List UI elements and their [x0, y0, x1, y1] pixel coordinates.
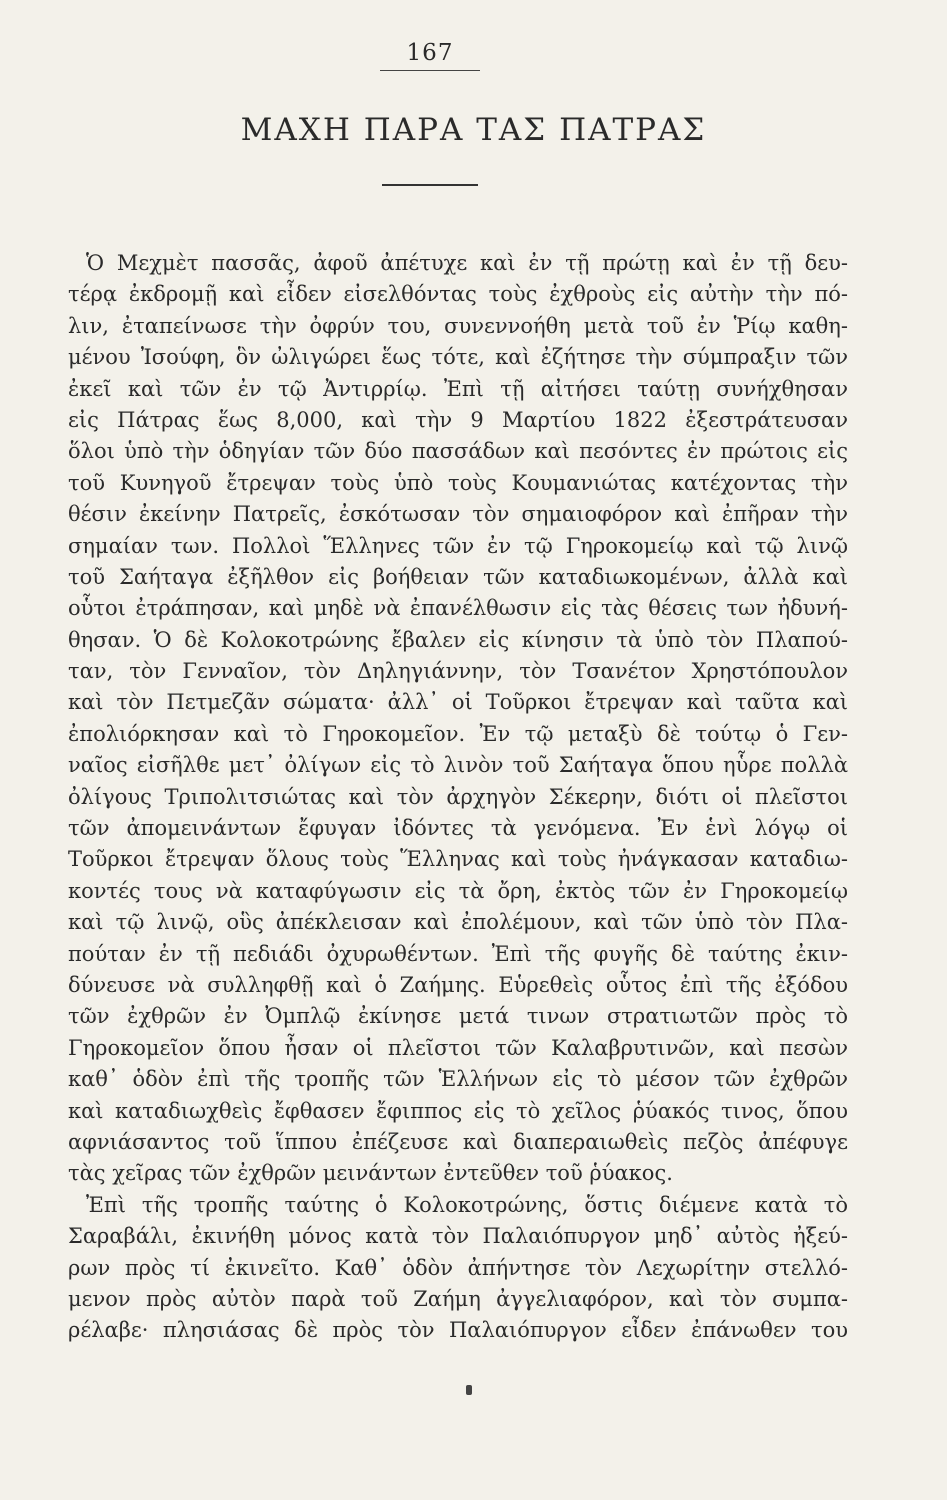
text-line: καὶ καταδιωχθεὶς ἔφθασεν ἔφιππος εἰς τὸ χεῖλος ῥύακός τινος, ὅπου	[68, 1098, 848, 1123]
text-line: δύνευσε νὰ συλληφθῇ καὶ ὁ Ζαήμης. Εὑρεθεὶς οὗτος ἐπὶ τῆς ἐξόδου	[68, 972, 848, 997]
text-line: τῶν ἀπομεινάντων ἔφυγαν ἰδόντες τὰ γενόμενα. Ἐν ἑνὶ λόγῳ οἱ	[68, 816, 848, 841]
text-line: ταν, τὸν Γενναῖον, τὸν Δηληγιάννην, τὸν Τσανέτον Χρηστόπουλον	[68, 659, 848, 684]
text-line: ὀλίγους Τριπολιτσιώτας καὶ τὸν ἀρχηγὸν Σέκερην, διότι οἱ πλεῖστοι	[68, 784, 848, 809]
text-line: μενον πρὸς αὐτὸν παρὰ τοῦ Ζαήμη ἀγγελιαφόρον, καὶ τὸν συμπα-	[68, 1286, 848, 1311]
text-line: καὶ τὸν Πετμεζᾶν σώματα· ἀλλ᾽ οἱ Τοῦρκοι ἔτρεψαν καὶ ταῦτα καὶ	[68, 690, 848, 715]
text-line: Σαραβάλι, ἐκινήθη μόνος κατὰ τὸν Παλαιόπυργον μηδ᾽ αὐτὸς ἠξεύ-	[68, 1224, 848, 1249]
text-line: πούταν ἐν τῇ πεδιάδι ὀχυρωθέντων. Ἐπὶ τῆς φυγῆς δὲ ταύτης ἐκιν-	[68, 941, 848, 966]
text-line: θησαν. Ὁ δὲ Κολοκοτρώνης ἔβαλεν εἰς κίνησιν τὰ ὑπὸ τὸν Πλαπού-	[68, 627, 848, 652]
text-line: ναῖος εἰσῆλθε μετ᾽ ὀλίγων εἰς τὸ λινὸν τοῦ Σαήταγα ὅπου ηὗρε πολλὰ	[68, 753, 848, 778]
text-line: τοῦ Σαήταγα ἐξῆλθον εἰς βοήθειαν τῶν καταδιωκομένων, ἀλλὰ καὶ	[68, 564, 848, 589]
printer-mark	[466, 1385, 472, 1395]
text-line: τῶν ἐχθρῶν ἐν Ὀμπλῷ ἐκίνησε μετά τινων στρατιωτῶν πρὸς τὸ	[68, 1004, 848, 1029]
page-number: 167	[406, 40, 454, 66]
text-line: αφνιάσαντος τοῦ ἵππου ἐπέζευσε καὶ διαπεραιωθεὶς πεζὸς ἀπέφυγε	[68, 1129, 848, 1154]
text-line: κοντές τους νὰ καταφύγωσιν εἰς τὰ ὄρη, ἐκτὸς τῶν ἐν Γηροκομείῳ	[68, 878, 848, 903]
text-line: τοῦ Κυνηγοῦ ἔτρεψαν τοὺς ὑπὸ τοὺς Κουμανιώτας κατέχοντας τὴν	[68, 470, 848, 495]
text-line: ἐπολιόρκησαν καὶ τὸ Γηροκομεῖον. Ἐν τῷ μεταξὺ δὲ τούτῳ ὁ Γεν-	[68, 721, 848, 746]
text-line: τέρᾳ ἐκδρομῇ καὶ εἶδεν εἰσελθόντας τοὺς ἐχθροὺς εἰς αὐτὴν τὴν πό-	[68, 282, 848, 307]
text-line: καθ᾽ ὁδὸν ἐπὶ τῆς τροπῆς τῶν Ἑλλήνων εἰς τὸ μέσον τῶν ἐχθρῶν	[68, 1067, 848, 1092]
text-line: εἰς Πάτρας ἕως 8,000, καὶ τὴν 9 Μαρτίου 1822 ἐξεστράτευσαν	[68, 407, 848, 432]
text-line: ρων πρὸς τί ἐκινεῖτο. Καθ᾽ ὁδὸν ἀπήντησε τὸν Λεχωρίτην στελλό-	[68, 1255, 848, 1280]
text-line: ρέλαβε· πλησιάσας δὲ πρὸς τὸν Παλαιόπυργον εἶδεν ἐπάνωθεν του	[68, 1318, 848, 1343]
text-line: σημαίαν των. Πολλοὶ Ἕλληνες τῶν ἐν τῷ Γηροκομείῳ καὶ τῷ λινῷ	[68, 533, 848, 558]
text-line: τὰς χεῖρας τῶν ἐχθρῶν μεινάντων ἐντεῦθεν τοῦ ῥύακος.	[68, 1161, 673, 1186]
body-text	[68, 248, 848, 1347]
text-line: Τοῦρκοι ἔτρεψαν ὅλους τοὺς Ἕλληνας καὶ τοὺς ἠνάγκασαν καταδιω-	[68, 847, 848, 872]
chapter-title: ΜΑΧΗ ΠΑΡΑ ΤΑΣ ΠΑΤΡΑΣ	[240, 112, 707, 148]
text-line: μένου Ἰσούφη, ὃν ὠλιγώρει ἕως τότε, καὶ ἐζήτησε τὴν σύμπραξιν τῶν	[68, 345, 848, 370]
text-line: λιν, ἐταπείνωσε τὴν ὀφρύν του, συνεννοήθη μετὰ τοῦ ἐν Ῥίῳ καθη-	[68, 313, 848, 338]
text-line: οὗτοι ἐτράπησαν, καὶ μηδὲ νὰ ἐπανέλθωσιν εἰς τὰς θέσεις των ἠδυνή-	[68, 596, 848, 621]
page-number-rule	[380, 70, 480, 71]
text-line: Γηροκομεῖον ὅπου ἦσαν οἱ πλεῖστοι τῶν Καλαβρυτινῶν, καὶ πεσὼν	[68, 1035, 848, 1060]
text-line: ὅλοι ὑπὸ τὴν ὁδηγίαν τῶν δύο πασσάδων καὶ πεσόντες ἐν πρώτοις εἰς	[68, 439, 848, 464]
title-divider	[382, 184, 478, 186]
text-line: Ὁ Μεχμὲτ πασσᾶς, ἀφοῦ ἀπέτυχε καὶ ἐν τῇ πρώτῃ καὶ ἐν τῇ δευ-	[86, 251, 848, 275]
text-line: ἐκεῖ καὶ τῶν ἐν τῷ Ἀντιρρίῳ. Ἐπὶ τῇ αἰτήσει ταύτῃ συνήχθησαν	[68, 376, 848, 401]
text-line: θέσιν ἐκείνην Πατρεῖς, ἐσκότωσαν τὸν σημαιοφόρον καὶ ἐπῆραν τὴν	[68, 502, 848, 527]
text-line: καὶ τῷ λινῷ, οὓς ἀπέκλεισαν καὶ ἐπολέμουν, καὶ τῶν ὑπὸ τὸν Πλα-	[68, 910, 848, 935]
text-line: Ἐπὶ τῆς τροπῆς ταύτης ὁ Κολοκοτρώνης, ὅστις διέμενε κατὰ τὸ	[86, 1192, 848, 1217]
